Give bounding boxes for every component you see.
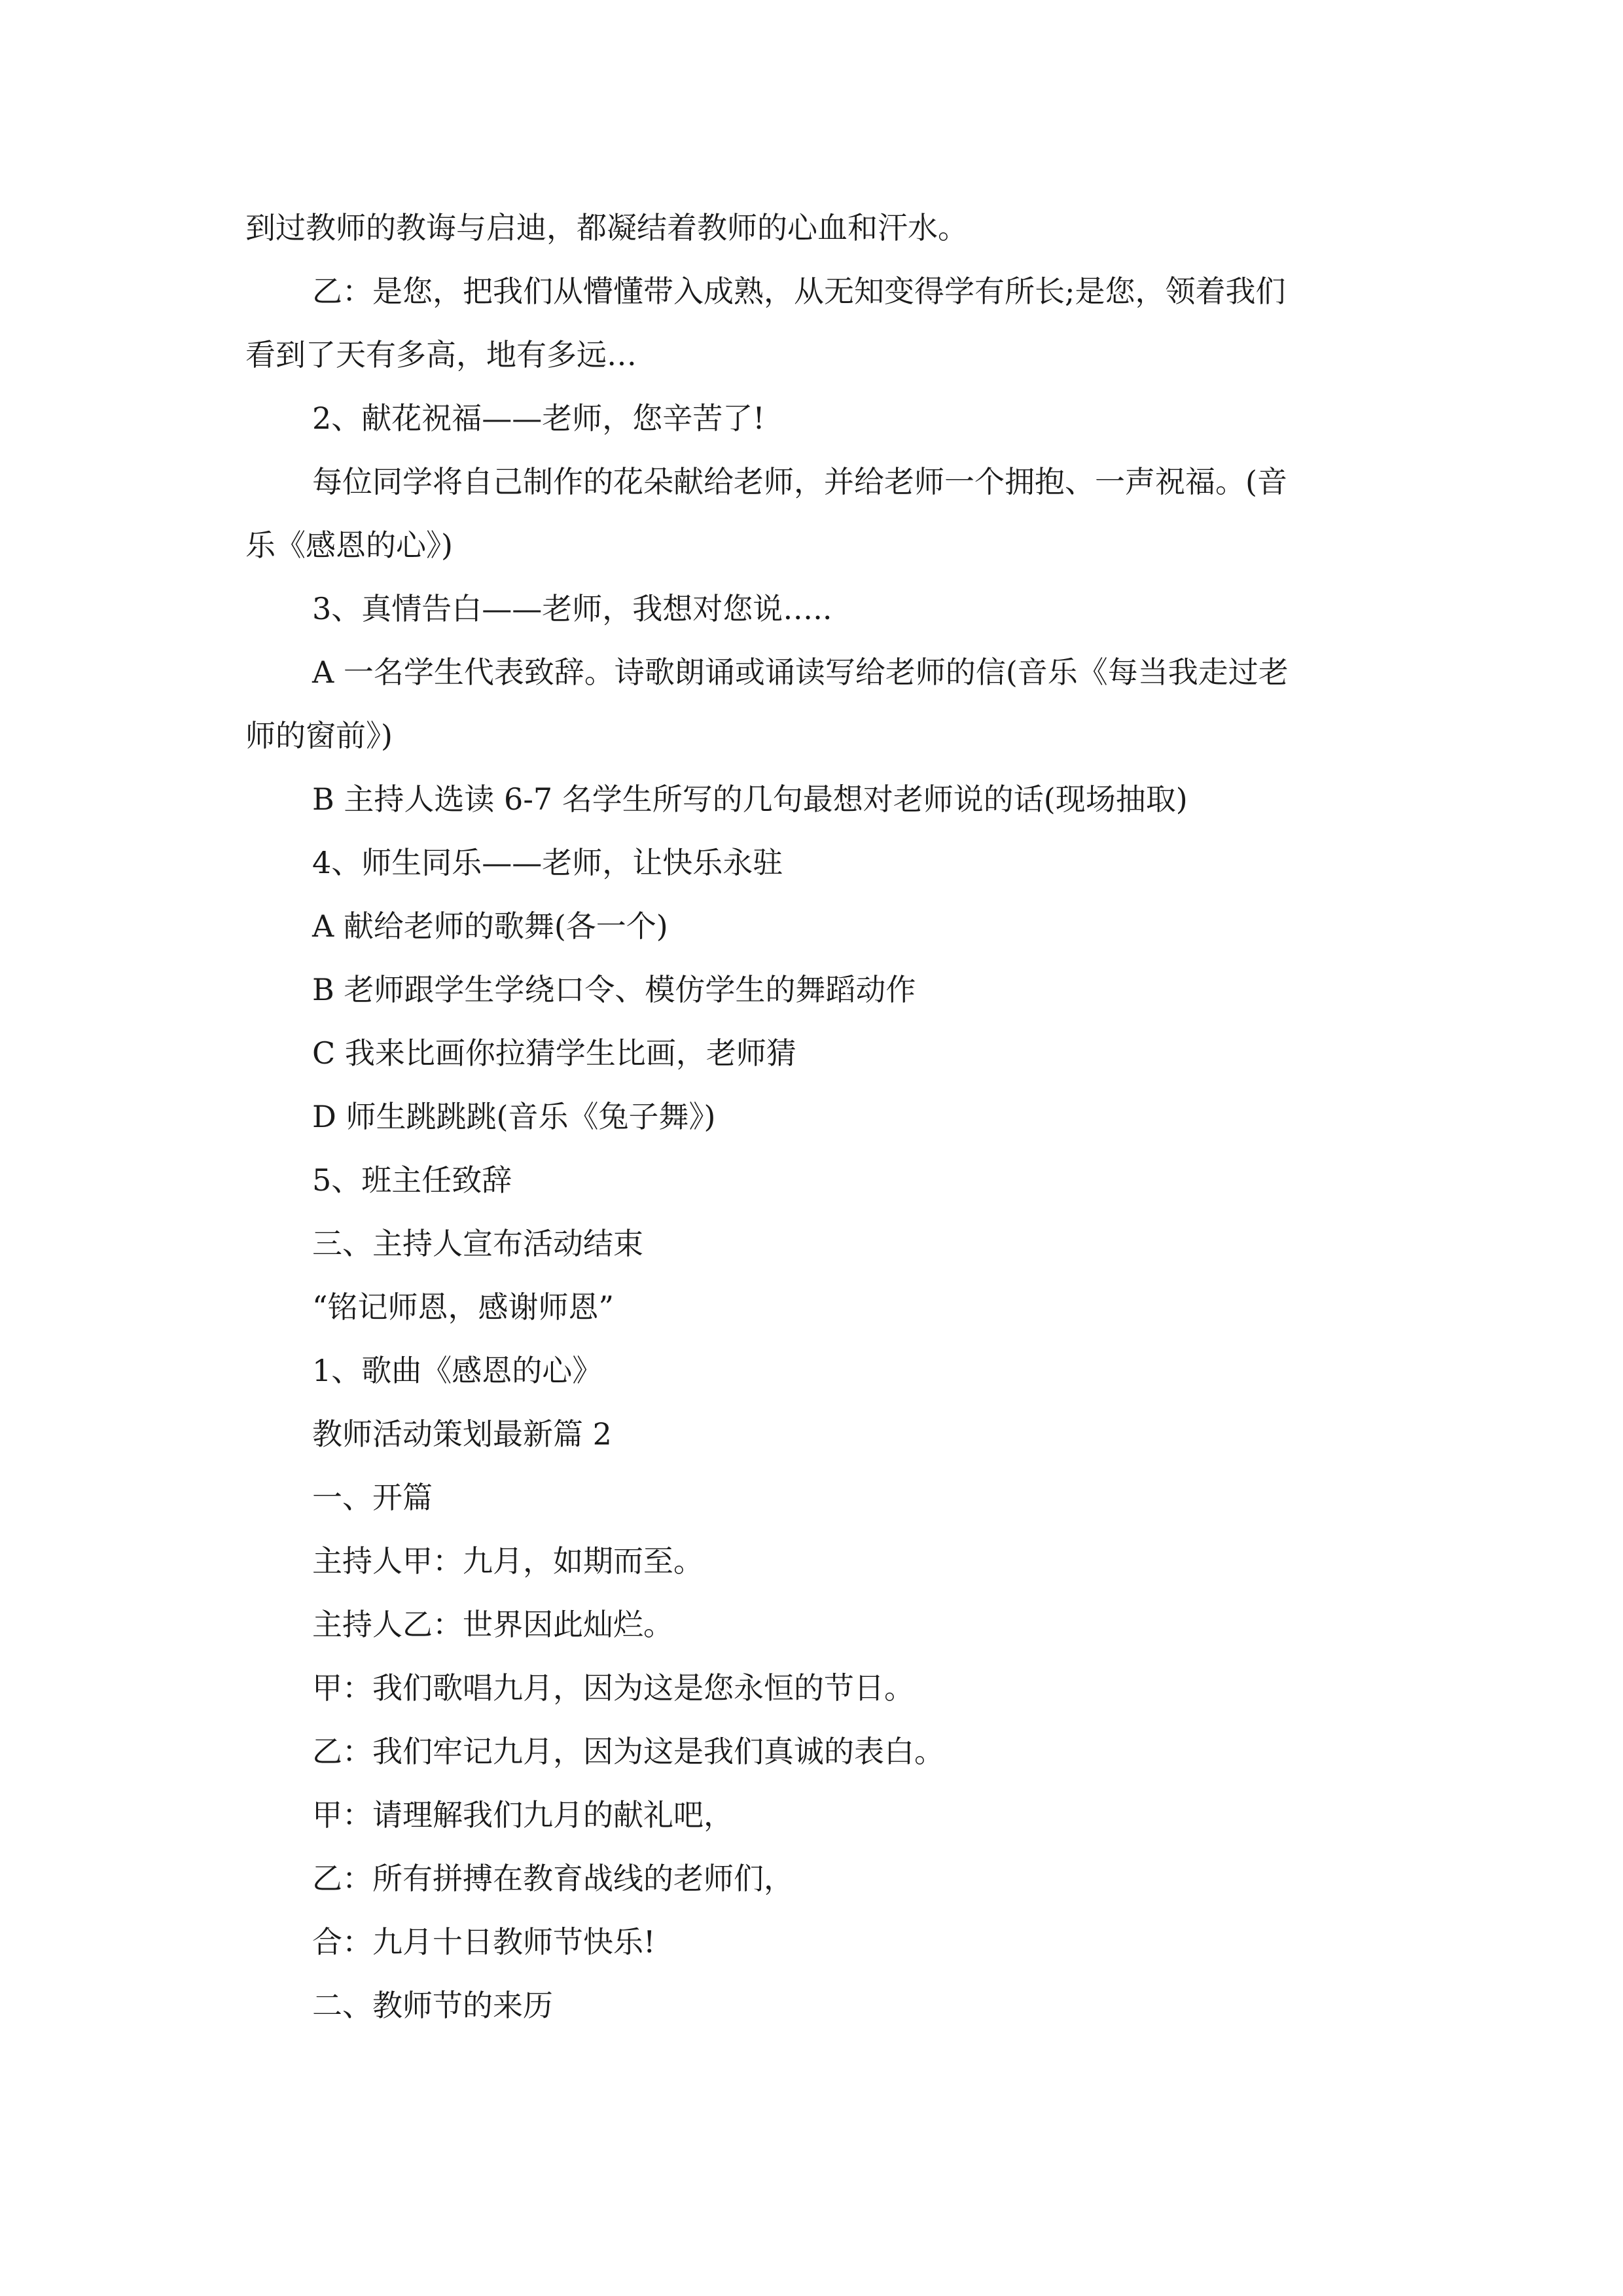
article-title: 教师活动策划最新篇 2: [312, 1416, 612, 1452]
text-line: 乙：所有拼搏在教育战线的老师们，: [312, 1861, 794, 1896]
text-line: 3、真情告白——老师，我想对您说…..: [312, 591, 832, 626]
text-line: “铭记师恩，感谢师恩”: [312, 1289, 615, 1325]
text-line: C 我来比画你拉猜学生比画，老师猜: [312, 1035, 796, 1071]
text-line: 师的窗前》): [245, 718, 393, 753]
text-line: 每位同学将自己制作的花朵献给老师，并给老师一个拥抱、一声祝福。(音: [312, 464, 1287, 499]
text-line: 4、师生同乐——老师，让快乐永驻: [312, 845, 783, 880]
text-line: 乐《感恩的心》): [245, 528, 453, 563]
text-line: 乙：我们牢记九月，因为这是我们真诚的表白。: [312, 1734, 944, 1769]
text-line: A 献给老师的歌舞(各一个): [312, 908, 668, 944]
text-line: B 主持人选读 6-7 名学生所写的几句最想对老师说的话(现场抽取): [312, 781, 1188, 817]
text-line: 乙：是您，把我们从懵懂带入成熟，从无知变得学有所长;是您，领着我们: [312, 274, 1286, 309]
text-line: 合：九月十日教师节快乐!: [312, 1924, 656, 1960]
text-line: 5、班主任致辞: [312, 1162, 512, 1198]
text-line: 甲：我们歌唱九月，因为这是您永恒的节日。: [312, 1670, 914, 1706]
text-line: 主持人乙：世界因此灿烂。: [312, 1607, 673, 1642]
section-heading: 一、开篇: [312, 1480, 433, 1515]
text-line: 主持人甲：九月，如期而至。: [312, 1543, 704, 1579]
text-line: A 一名学生代表致辞。诗歌朗诵或诵读写给老师的信(音乐《每当我走过老: [312, 655, 1289, 690]
section-heading: 二、教师节的来历: [312, 1988, 553, 2023]
text-line: 到过教师的教诲与启迪，都凝结着教师的心血和汗水。: [245, 210, 968, 245]
text-line: 1、歌曲《感恩的心》: [312, 1353, 603, 1388]
text-line: 2、献花祝福——老师，您辛苦了!: [312, 401, 765, 436]
document-body: [245, 196, 1381, 2037]
text-line: 甲：请理解我们九月的献礼吧，: [312, 1797, 734, 1833]
text-line: D 师生跳跳跳(音乐《兔子舞》): [312, 1099, 716, 1134]
text-line: 看到了天有多高，地有多远…: [245, 337, 637, 372]
text-line: B 老师跟学生学绕口令、模仿学生的舞蹈动作: [312, 972, 916, 1007]
section-heading: 三、主持人宣布活动结束: [312, 1226, 643, 1261]
